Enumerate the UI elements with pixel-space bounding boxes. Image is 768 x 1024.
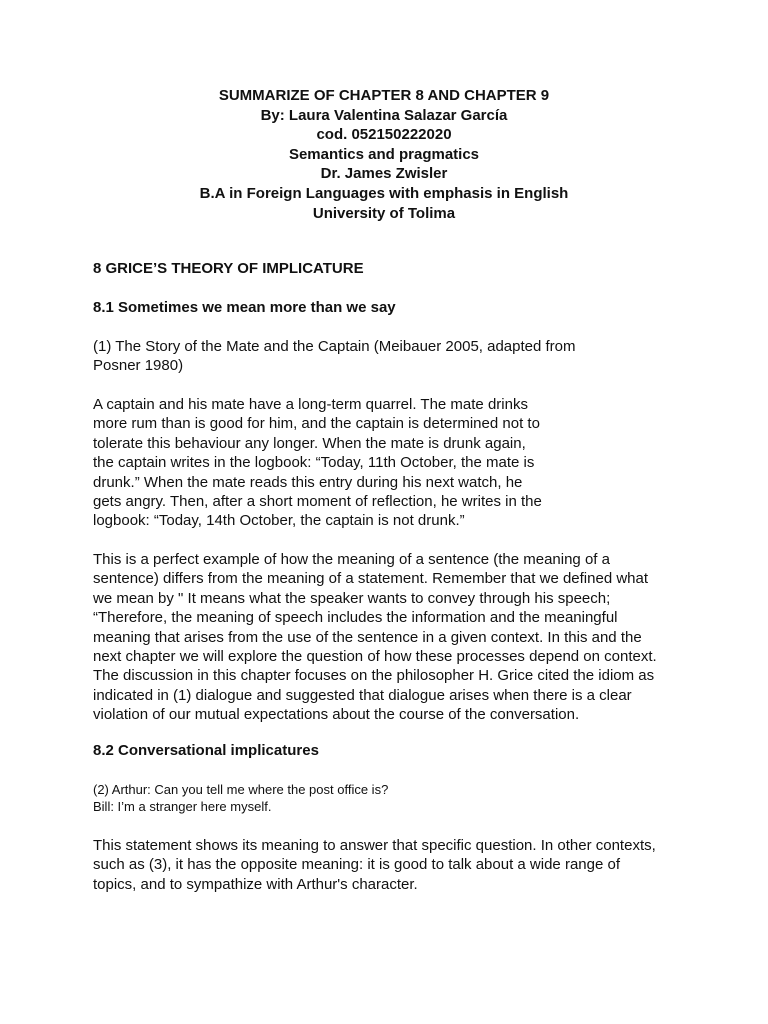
university-name: University of Tolima — [312, 204, 456, 222]
text-line: gets angry. Then, after a short moment of reflection, he writes in the — [93, 493, 542, 511]
author-line: By: Laura Valentina Salazar García — [260, 106, 508, 124]
text-line: This is a perfect example of how the meaning of a sentence (the meaning of a — [93, 551, 610, 568]
course-name: Semantics and pragmatics — [288, 145, 480, 163]
text-line: we mean by " It means what the speaker wants to convey through his speech; — [93, 589, 611, 607]
section-8-2-heading: 8.2 Conversational implicatures — [93, 742, 319, 759]
text-line: sentence) differs from the meaning of a statement. Remember that we defined what — [93, 570, 649, 588]
student-code: cod. 052150222020 — [316, 126, 452, 144]
text-line: tolerate this behaviour any longer. When the mate is drunk again, — [93, 434, 526, 452]
title-block — [0, 86, 768, 223]
mate-captain-story — [93, 395, 542, 531]
text-line: indicated in (1) dialogue and suggested that dialogue arises when there is a clear — [93, 686, 632, 704]
text-line: violation of our mutual expectations about the course of the conversation. — [93, 706, 580, 724]
program-name: B.A in Foreign Languages with emphasis in English — [199, 184, 569, 202]
section-8-1-heading: 8.1 Sometimes we mean more than we say — [93, 299, 396, 316]
text-line: meaning that arises from the use of the sentence in a given context. In this and the — [93, 628, 642, 646]
text-line: the captain writes in the logbook: “Today, 11th October, the mate is — [93, 454, 535, 472]
document-title: SUMMARIZE OF CHAPTER 8 AND CHAPTER 9 — [218, 87, 550, 104]
section-8-1-explanation — [93, 550, 657, 725]
text-line: Bill: I’m a stranger here myself. — [93, 799, 272, 814]
example-1-title — [93, 337, 576, 376]
text-line: such as (3), it has the opposite meaning: it is good to talk about a wide range of — [93, 856, 620, 874]
text-line: (1) The Story of the Mate and the Captain (Meibauer 2005, adapted from — [93, 338, 576, 355]
section-8-heading: 8 GRICE’S THEORY OF IMPLICATURE — [93, 260, 364, 277]
section-8-2-explanation — [93, 836, 656, 894]
text-line: The discussion in this chapter focuses on the philosopher H. Grice cited the idiom as — [93, 667, 655, 685]
example-2-dialogue — [93, 781, 388, 815]
text-line: more rum than is good for him, and the captain is determined not to — [93, 415, 540, 433]
text-line: topics, and to sympathize with Arthur's character. — [93, 875, 418, 893]
professor-name: Dr. James Zwisler — [320, 165, 448, 183]
text-line: next chapter we will explore the question of how these processes depend on context. — [93, 648, 657, 666]
text-line: drunk.” When the mate reads this entry during his next watch, he — [93, 473, 523, 491]
text-line: Posner 1980) — [93, 357, 184, 375]
text-line: “Therefore, the meaning of speech includes the information and the meaningful — [93, 609, 618, 627]
text-line: This statement shows its meaning to answer that specific question. In other contexts, — [93, 837, 656, 854]
text-line: logbook: “Today, 14th October, the captain is not drunk.” — [93, 512, 465, 530]
text-line: (2) Arthur: Can you tell me where the post office is? — [93, 782, 389, 797]
text-line: A captain and his mate have a long-term quarrel. The mate drinks — [93, 396, 528, 413]
